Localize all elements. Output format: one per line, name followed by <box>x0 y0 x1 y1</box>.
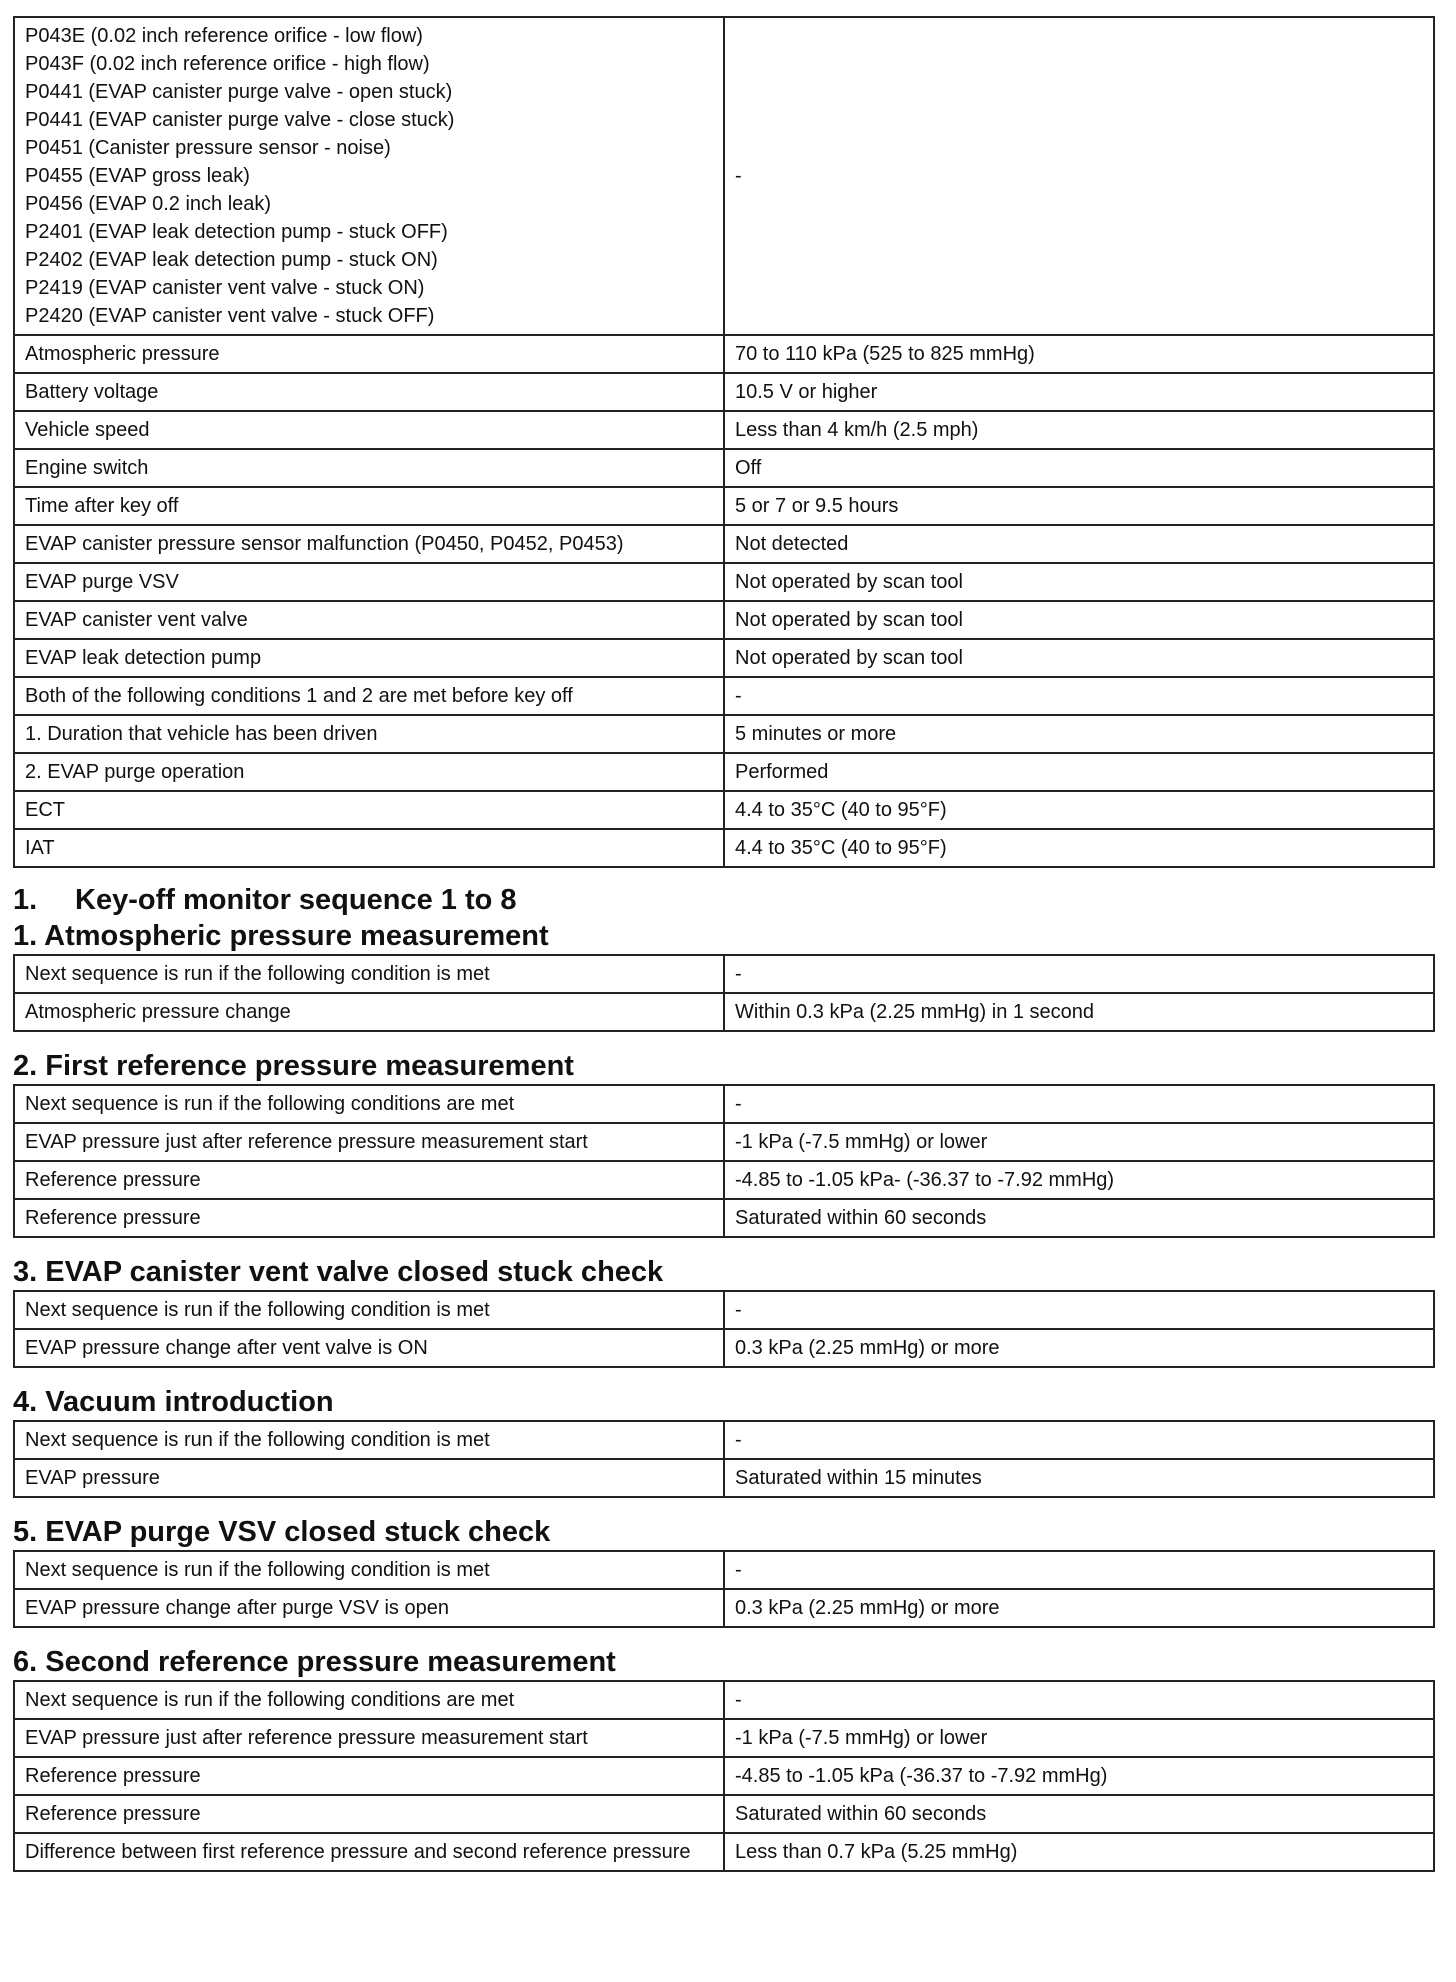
table-row <box>14 1795 1434 1833</box>
condition-label: Both of the following conditions 1 and 2 are met before key off <box>14 677 724 715</box>
condition-label: Reference pressure <box>14 1795 724 1833</box>
dtc-codes-row <box>14 17 1434 335</box>
dtc-code-line: P0451 (Canister pressure sensor - noise) <box>25 137 391 159</box>
condition-label: Next sequence is run if the following conditions are met <box>14 1681 724 1719</box>
condition-label: EVAP pressure just after reference pressure measurement start <box>14 1719 724 1757</box>
condition-value: Less than 0.7 kPa (5.25 mmHg) <box>724 1833 1434 1871</box>
section-title: 6. Second reference pressure measurement <box>13 1646 616 1678</box>
condition-label: Reference pressure <box>14 1757 724 1795</box>
table-row <box>14 677 1434 715</box>
condition-label: EVAP pressure <box>14 1459 724 1497</box>
condition-label: IAT <box>14 829 724 867</box>
condition-label: EVAP pressure just after reference pressure measurement start <box>14 1123 724 1161</box>
condition-label: Next sequence is run if the following condition is met <box>14 1421 724 1459</box>
sequence-heading-text: Key-off monitor sequence 1 to 8 <box>75 884 517 916</box>
condition-value: 5 or 7 or 9.5 hours <box>724 487 1434 525</box>
section-spacer <box>13 1498 1433 1514</box>
condition-label: Next sequence is run if the following condition is met <box>14 1551 724 1589</box>
table-row <box>14 563 1434 601</box>
conditions-table <box>13 16 1435 868</box>
condition-label: EVAP pressure change after vent valve is ON <box>14 1329 724 1367</box>
condition-label: Next sequence is run if the following condition is met <box>14 955 724 993</box>
table-row <box>14 829 1434 867</box>
condition-value: 0.3 kPa (2.25 mmHg) or more <box>724 1589 1434 1627</box>
condition-label: Time after key off <box>14 487 724 525</box>
condition-value: - <box>724 1681 1434 1719</box>
table-row <box>14 993 1434 1031</box>
table-row <box>14 639 1434 677</box>
table-row <box>14 449 1434 487</box>
dtc-code-line: P2401 (EVAP leak detection pump - stuck OFF) <box>25 221 448 243</box>
condition-value: - <box>724 1421 1434 1459</box>
condition-label: Next sequence is run if the following conditions are met <box>14 1085 724 1123</box>
dtc-codes-cell <box>14 17 724 335</box>
condition-value: Not operated by scan tool <box>724 601 1434 639</box>
dtc-code-line: P0441 (EVAP canister purge valve - open stuck) <box>25 81 453 103</box>
condition-label: EVAP canister pressure sensor malfunction (P0450, P0452, P0453) <box>14 525 724 563</box>
table-row <box>14 753 1434 791</box>
section-spacer <box>13 1368 1433 1384</box>
condition-label: EVAP pressure change after purge VSV is open <box>14 1589 724 1627</box>
condition-value: Not detected <box>724 525 1434 563</box>
condition-label: Atmospheric pressure change <box>14 993 724 1031</box>
condition-label: Reference pressure <box>14 1199 724 1237</box>
dtc-code-line: P0441 (EVAP canister purge valve - close stuck) <box>25 109 455 131</box>
condition-label: Next sequence is run if the following condition is met <box>14 1291 724 1329</box>
dtc-code-line: P043F (0.02 inch reference orifice - high flow) <box>25 53 430 75</box>
sequence-sections <box>13 918 1433 1872</box>
table-row <box>14 1681 1434 1719</box>
table-row <box>14 1085 1434 1123</box>
condition-value: 0.3 kPa (2.25 mmHg) or more <box>724 1329 1434 1367</box>
section-title: 4. Vacuum introduction <box>13 1386 334 1418</box>
dtc-code-line: P2419 (EVAP canister vent valve - stuck ON) <box>25 277 425 299</box>
dtc-code-line: P0456 (EVAP 0.2 inch leak) <box>25 193 272 215</box>
condition-value: - <box>724 1551 1434 1589</box>
sequence-heading <box>13 882 1433 918</box>
condition-value: 10.5 V or higher <box>724 373 1434 411</box>
table-row <box>14 411 1434 449</box>
condition-value: Performed <box>724 753 1434 791</box>
condition-label: Battery voltage <box>14 373 724 411</box>
condition-value: Not operated by scan tool <box>724 563 1434 601</box>
condition-value: - <box>724 955 1434 993</box>
condition-value: Saturated within 60 seconds <box>724 1199 1434 1237</box>
document-page <box>13 16 1433 1872</box>
condition-value: Less than 4 km/h (2.5 mph) <box>724 411 1434 449</box>
condition-label: Difference between first reference pressure and second reference pressure <box>14 1833 724 1871</box>
dtc-codes-value: - <box>724 17 1434 335</box>
condition-label: EVAP canister vent valve <box>14 601 724 639</box>
condition-value: 4.4 to 35°C (40 to 95°F) <box>724 791 1434 829</box>
condition-value: Saturated within 15 minutes <box>724 1459 1434 1497</box>
condition-value: -4.85 to -1.05 kPa- (-36.37 to -7.92 mmHg) <box>724 1161 1434 1199</box>
table-row <box>14 1123 1434 1161</box>
condition-value: - <box>724 677 1434 715</box>
table-row <box>14 1291 1434 1329</box>
condition-value: Within 0.3 kPa (2.25 mmHg) in 1 second <box>724 993 1434 1031</box>
dtc-code-line: P0455 (EVAP gross leak) <box>25 165 250 187</box>
condition-label: EVAP leak detection pump <box>14 639 724 677</box>
dtc-code-line: P043E (0.02 inch reference orifice - low flow) <box>25 25 423 47</box>
section-title: 5. EVAP purge VSV closed stuck check <box>13 1516 551 1548</box>
table-row <box>14 1459 1434 1497</box>
condition-value: -1 kPa (-7.5 mmHg) or lower <box>724 1719 1434 1757</box>
table-row <box>14 715 1434 753</box>
table-row <box>14 1161 1434 1199</box>
table-row <box>14 373 1434 411</box>
condition-label: Reference pressure <box>14 1161 724 1199</box>
table-row <box>14 955 1434 993</box>
table-row <box>14 1551 1434 1589</box>
table-row <box>14 525 1434 563</box>
table-row <box>14 1719 1434 1757</box>
table-row <box>14 335 1434 373</box>
condition-value: 5 minutes or more <box>724 715 1434 753</box>
condition-value: Saturated within 60 seconds <box>724 1795 1434 1833</box>
condition-label: 1. Duration that vehicle has been driven <box>14 715 724 753</box>
condition-value: Off <box>724 449 1434 487</box>
condition-value: 4.4 to 35°C (40 to 95°F) <box>724 829 1434 867</box>
sequence-heading-number: 1. <box>13 884 38 916</box>
section-title: 2. First reference pressure measurement <box>13 1050 574 1082</box>
condition-label: Engine switch <box>14 449 724 487</box>
condition-label: ECT <box>14 791 724 829</box>
condition-value: Not operated by scan tool <box>724 639 1434 677</box>
section-title: 1. Atmospheric pressure measurement <box>13 920 549 952</box>
section-spacer <box>13 1032 1433 1048</box>
condition-value: 70 to 110 kPa (525 to 825 mmHg) <box>724 335 1434 373</box>
section-table <box>13 1290 1435 1368</box>
section-table <box>13 954 1435 1032</box>
condition-label: Vehicle speed <box>14 411 724 449</box>
section-spacer <box>13 1628 1433 1644</box>
table-row <box>14 487 1434 525</box>
section-table <box>13 1420 1435 1498</box>
condition-label: 2. EVAP purge operation <box>14 753 724 791</box>
condition-value: -1 kPa (-7.5 mmHg) or lower <box>724 1123 1434 1161</box>
condition-label: EVAP purge VSV <box>14 563 724 601</box>
table-row <box>14 791 1434 829</box>
section-table <box>13 1680 1435 1872</box>
condition-value: -4.85 to -1.05 kPa (-36.37 to -7.92 mmHg) <box>724 1757 1434 1795</box>
section-table <box>13 1084 1435 1238</box>
table-row <box>14 1329 1434 1367</box>
table-row <box>14 601 1434 639</box>
section-table <box>13 1550 1435 1628</box>
section-spacer <box>13 1238 1433 1254</box>
table-row <box>14 1757 1434 1795</box>
condition-value: - <box>724 1291 1434 1329</box>
dtc-code-line: P2420 (EVAP canister vent valve - stuck OFF) <box>25 305 435 327</box>
table-row <box>14 1833 1434 1871</box>
table-row <box>14 1199 1434 1237</box>
table-row <box>14 1589 1434 1627</box>
section-title: 3. EVAP canister vent valve closed stuck check <box>13 1256 664 1288</box>
dtc-code-line: P2402 (EVAP leak detection pump - stuck ON) <box>25 249 438 271</box>
table-row <box>14 1421 1434 1459</box>
condition-label: Atmospheric pressure <box>14 335 724 373</box>
condition-value: - <box>724 1085 1434 1123</box>
